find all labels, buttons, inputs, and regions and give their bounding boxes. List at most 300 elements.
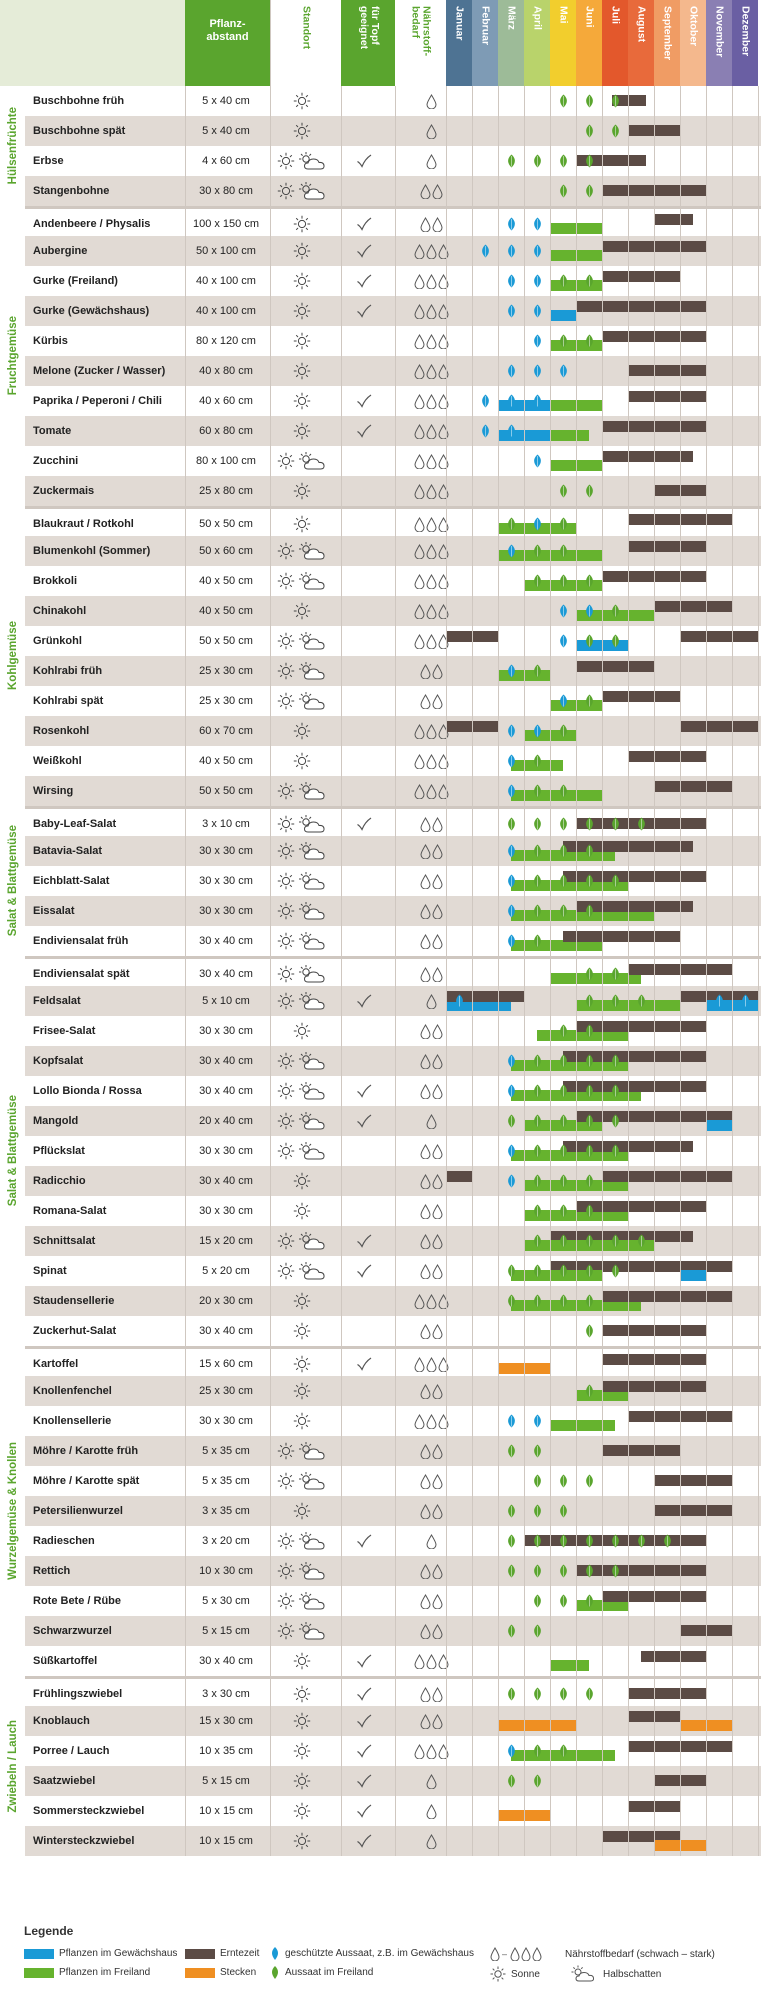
table-row (25, 1796, 761, 1826)
freiland-aussaat-icon (558, 904, 569, 918)
plant-topf (341, 416, 387, 446)
freiland-aussaat-icon (610, 1054, 621, 1068)
plant-naehrstoff (395, 566, 467, 596)
drop-icon (414, 334, 425, 349)
month-label: Februar (479, 6, 492, 46)
freiland-aussaat-icon (558, 94, 569, 108)
ernte-bar (602, 1591, 706, 1602)
drop-icon (432, 664, 443, 679)
plant-name: Möhre / Karotte spät (33, 1475, 140, 1487)
freiland-aussaat-icon (584, 1144, 595, 1158)
group-label-text: Salat & Blattgemüse (6, 825, 19, 937)
month-header-7 (602, 0, 628, 86)
freiland-aussaat-icon (558, 1474, 569, 1488)
table-row (25, 1736, 761, 1766)
half-shade-icon (298, 814, 328, 834)
plant-naehrstoff (395, 1496, 467, 1526)
freiland-aussaat-icon (584, 994, 595, 1008)
plant-naehrstoff (395, 1286, 467, 1316)
table-row (25, 1106, 761, 1136)
freiland-aussaat-icon (610, 1564, 621, 1578)
drop-icon (432, 1204, 443, 1219)
drop-icon (432, 217, 443, 232)
plant-name: Knollenfenchel (33, 1385, 112, 1397)
check-icon (356, 1534, 372, 1548)
plant-standort (271, 1136, 333, 1166)
geschuetzte-aussaat-icon (714, 994, 725, 1008)
table-row (25, 806, 761, 836)
freiland-bar (550, 460, 602, 471)
plant-abstand: 30 x 40 cm (199, 935, 253, 947)
plant-abstand: 40 x 50 cm (199, 605, 253, 617)
plant-naehrstoff (395, 1076, 467, 1106)
month-label: April (531, 6, 544, 30)
geschuetzte-aussaat-icon (506, 217, 517, 231)
plant-topf (341, 1586, 387, 1616)
plant-naehrstoff (395, 1349, 467, 1379)
plant-topf (341, 809, 387, 839)
plant-name: Knollensellerie (33, 1415, 112, 1427)
freiland-aussaat-icon (584, 1264, 595, 1278)
drop-icon (426, 334, 437, 349)
freiland-aussaat-icon (636, 1534, 647, 1548)
plant-topf (341, 1406, 387, 1436)
plant-standort (271, 836, 333, 866)
plant-standort (271, 716, 333, 746)
freiland-aussaat-icon (584, 1324, 595, 1338)
sun-icon (293, 1712, 311, 1730)
sun-icon (277, 1052, 295, 1070)
freiland-aussaat-icon (532, 574, 543, 588)
plant-name: Blumenkohl (Sommer) (33, 545, 151, 557)
plant-standort (271, 296, 333, 326)
sun-icon (293, 482, 311, 500)
table-row (25, 416, 761, 446)
plant-topf (341, 1046, 387, 1076)
plant-standort (271, 1706, 333, 1736)
plant-name: Erbse (33, 155, 64, 167)
table-row (25, 566, 761, 596)
freiland-aussaat-icon (532, 1564, 543, 1578)
half-shade-icon (298, 151, 328, 171)
ernte-bar (654, 601, 732, 612)
drop-icon (420, 1264, 431, 1279)
ernte-bar (602, 1291, 732, 1302)
plant-standort (271, 86, 333, 116)
plant-abstand: 10 x 15 cm (199, 1805, 253, 1817)
plant-standort (271, 1376, 333, 1406)
freiland-aussaat-icon (532, 904, 543, 918)
plant-standort (271, 926, 333, 956)
half-shade-icon (298, 991, 328, 1011)
half-shade-icon (298, 1231, 328, 1251)
freiland-aussaat-icon (558, 1084, 569, 1098)
group-label (0, 86, 25, 206)
freiland-aussaat-icon (532, 1534, 543, 1548)
freiland-aussaat-icon (532, 1294, 543, 1308)
table-row (25, 836, 761, 866)
freiland-aussaat-icon (584, 1534, 595, 1548)
plant-standort (271, 236, 333, 266)
plant-abstand: 30 x 40 cm (199, 1175, 253, 1187)
drop-icon (432, 967, 443, 982)
month-header-3 (498, 0, 524, 86)
plant-abstand: 60 x 70 cm (199, 725, 253, 737)
drop-icon (426, 394, 437, 409)
freiland-aussaat-icon (636, 1234, 647, 1248)
drop-icon (414, 724, 425, 739)
month-header-5 (550, 0, 576, 86)
freiland-aussaat-icon (532, 1264, 543, 1278)
plant-topf (341, 926, 387, 956)
plant-standort (271, 866, 333, 896)
drop-icon (420, 1384, 431, 1399)
ernte-bar (628, 1711, 680, 1722)
freiland-aussaat-icon (584, 484, 595, 498)
month-header-6 (576, 0, 602, 86)
drop-icon (426, 544, 437, 559)
plant-topf (341, 86, 387, 116)
plant-name: Weißkohl (33, 755, 82, 767)
table-row (25, 1136, 761, 1166)
geschuetzte-aussaat-icon (532, 274, 543, 288)
plant-topf (341, 1196, 387, 1226)
drop-icon (414, 304, 425, 319)
freiland-aussaat-icon (506, 154, 517, 168)
drop-icon (414, 1357, 425, 1372)
legend-swatch-green (24, 1968, 54, 1978)
legend-swatch-orange (185, 1968, 215, 1978)
freiland-aussaat-icon (506, 1687, 517, 1701)
plant-standort (271, 656, 333, 686)
drop-icon (426, 454, 437, 469)
half-shade-icon (298, 871, 328, 891)
sun-icon (293, 1802, 311, 1820)
plant-abstand: 40 x 100 cm (196, 305, 256, 317)
plant-topf (341, 1796, 387, 1826)
freiland-aussaat-icon (558, 274, 569, 288)
geschuetzte-aussaat-icon (558, 604, 569, 618)
plant-abstand: 3 x 10 cm (202, 818, 250, 830)
plant-abstand: 3 x 35 cm (202, 1505, 250, 1517)
drop-icon (438, 544, 449, 559)
sun-icon (277, 1562, 295, 1580)
plant-abstand: 10 x 15 cm (199, 1835, 253, 1847)
ernte-bar (654, 1775, 706, 1786)
plant-name: Eichblatt-Salat (33, 875, 110, 887)
plant-name: Schwarzwurzel (33, 1625, 112, 1637)
plant-topf (341, 1736, 387, 1766)
table-row (25, 1706, 761, 1736)
plant-topf (341, 116, 387, 146)
plant-standort (271, 1349, 333, 1379)
sun-icon (277, 902, 295, 920)
plant-naehrstoff (395, 1826, 467, 1856)
plant-standort (271, 209, 333, 239)
plant-name: Endiviensalat spät (33, 968, 130, 980)
freiland-aussaat-icon (506, 1624, 517, 1638)
geschuetzte-aussaat-icon (506, 724, 517, 738)
table-row (25, 986, 761, 1016)
plant-abstand: 100 x 150 cm (192, 218, 260, 230)
freiland-aussaat-icon (532, 874, 543, 888)
drop-icon (438, 1414, 449, 1429)
half-shade-icon (298, 571, 328, 591)
plant-standort (271, 1106, 333, 1136)
legend-sonne: Sonne (490, 1966, 540, 1982)
plant-abstand: 40 x 100 cm (196, 275, 256, 287)
plant-name: Spinat (33, 1265, 67, 1277)
plant-abstand: 30 x 80 cm (199, 185, 253, 197)
freiland-aussaat-icon (558, 334, 569, 348)
plant-standort (271, 1646, 333, 1676)
geschuetzte-aussaat-icon (506, 664, 517, 678)
plant-abstand: 30 x 30 cm (199, 1025, 253, 1037)
freiland-aussaat-icon (558, 1564, 569, 1578)
freiland-aussaat-icon (558, 154, 569, 168)
ernte-bar (628, 514, 732, 525)
group-label (0, 1676, 25, 1856)
plant-naehrstoff (395, 959, 467, 989)
table-row (25, 1316, 761, 1346)
freiland-aussaat-icon (610, 967, 621, 981)
sun-icon (293, 1832, 311, 1850)
table-row (25, 1286, 761, 1316)
plant-name: Baby-Leaf-Salat (33, 818, 117, 830)
legend-naehr: – Nährstoffbedarf (schwach – stark) (490, 1947, 715, 1961)
drop-icon (438, 754, 449, 769)
drop-icon (420, 1084, 431, 1099)
half-shade-icon (298, 541, 328, 561)
table-row (25, 506, 761, 536)
table-row (25, 866, 761, 896)
freiland-aussaat-icon (584, 1687, 595, 1701)
plant-standort (271, 1556, 333, 1586)
plant-standort (271, 1616, 333, 1646)
sun-icon (277, 1112, 295, 1130)
sun-icon (277, 965, 295, 983)
plant-naehrstoff (395, 146, 467, 176)
sun-icon (277, 542, 295, 560)
plant-topf (341, 1556, 387, 1586)
check-icon (356, 274, 372, 288)
plant-naehrstoff (395, 236, 467, 266)
drop-icon (414, 1654, 425, 1669)
group-label-text: Kohlgemüse (6, 621, 19, 691)
month-label: September (661, 6, 674, 61)
plant-topf (341, 1286, 387, 1316)
half-shade-icon (298, 631, 328, 651)
ernte-bar (563, 931, 680, 942)
plant-topf (341, 296, 387, 326)
plant-name: Endiviensalat früh (33, 935, 129, 947)
freiland-aussaat-icon (532, 1744, 543, 1758)
stecken-bar (654, 1840, 706, 1851)
plant-topf (341, 356, 387, 386)
ernte-bar (576, 1565, 706, 1576)
plant-standort (271, 1316, 333, 1346)
plant-topf (341, 1766, 387, 1796)
drop-icon (426, 1834, 437, 1849)
check-icon (356, 304, 372, 318)
plant-topf (341, 176, 387, 206)
legend (0, 1910, 761, 2000)
plant-abstand: 10 x 35 cm (199, 1745, 253, 1757)
sun-icon (293, 1322, 311, 1340)
plant-standort (271, 386, 333, 416)
freiland-aussaat-icon (558, 484, 569, 498)
geschuetzte-aussaat-icon (506, 934, 517, 948)
freiland-aussaat-icon (584, 94, 595, 108)
plant-naehrstoff (395, 509, 467, 539)
freiland-aussaat-icon (506, 1444, 517, 1458)
freiland-aussaat-icon (636, 817, 647, 831)
half-shade-icon (298, 1141, 328, 1161)
plant-abstand: 80 x 120 cm (196, 335, 256, 347)
table-row (25, 1826, 761, 1856)
drop-icon (438, 604, 449, 619)
freiland-aussaat-icon (584, 1594, 595, 1608)
drop-icon (432, 904, 443, 919)
geschuetzte-aussaat-icon (558, 364, 569, 378)
plant-name: Porree / Lauch (33, 1745, 110, 1757)
freiland-aussaat-icon (532, 1444, 543, 1458)
drop-icon (420, 1174, 431, 1189)
group-label-text: Zwiebeln / Lauch (6, 1719, 19, 1813)
table-row (25, 1466, 761, 1496)
drop-icon (420, 694, 431, 709)
freiland-aussaat-icon (584, 1204, 595, 1218)
ernte-bar (602, 1445, 680, 1456)
plant-abstand: 3 x 30 cm (202, 1688, 250, 1700)
drop-icon (420, 1054, 431, 1069)
group-label (0, 806, 25, 956)
ernte-bar (576, 1021, 706, 1032)
check-icon (356, 1834, 372, 1848)
plant-naehrstoff (395, 536, 467, 566)
freiland-aussaat-icon (532, 1504, 543, 1518)
sun-icon (293, 1292, 311, 1310)
plant-standort (271, 1466, 333, 1496)
ernte-bar (628, 751, 706, 762)
geschuetzte-aussaat-icon (506, 304, 517, 318)
sun-icon (293, 1412, 311, 1430)
geschuetzte-aussaat-icon (506, 424, 517, 438)
freiland-aussaat-icon (532, 1474, 543, 1488)
geschuetzte-aussaat-icon (532, 1414, 543, 1428)
freiland-bar (550, 1660, 589, 1671)
freiland-aussaat-icon (662, 1534, 673, 1548)
plant-abstand: 30 x 40 cm (199, 1655, 253, 1667)
plant-standort (271, 1016, 333, 1046)
freiland-aussaat-icon (584, 574, 595, 588)
ernte-bar (602, 271, 680, 282)
plant-standort (271, 356, 333, 386)
plant-topf (341, 446, 387, 476)
plant-abstand: 50 x 50 cm (199, 518, 253, 530)
freiland-aussaat-icon (506, 1504, 517, 1518)
sun-icon (293, 272, 311, 290)
plant-naehrstoff (395, 209, 467, 239)
sun-icon (293, 1502, 311, 1520)
half-shade-icon (298, 901, 328, 921)
drop-icon (426, 724, 437, 739)
freiland-aussaat-icon (532, 1774, 543, 1788)
plant-topf (341, 1376, 387, 1406)
month-label: Oktober (687, 6, 700, 47)
freiland-aussaat-icon (532, 1054, 543, 1068)
sun-icon (293, 1772, 311, 1790)
freiland-aussaat-icon (558, 874, 569, 888)
freiland-aussaat-icon (532, 934, 543, 948)
freiland-aussaat-icon (558, 784, 569, 798)
ernte-bar (654, 485, 706, 496)
freiland-aussaat-icon (610, 817, 621, 831)
plant-standort (271, 686, 333, 716)
check-icon (356, 154, 372, 168)
plant-standort (271, 1496, 333, 1526)
plant-abstand: 40 x 50 cm (199, 755, 253, 767)
drop-icon (426, 1294, 437, 1309)
plant-standort (271, 1256, 333, 1286)
geschuetzte-aussaat-icon (506, 1744, 517, 1758)
plant-abstand: 3 x 20 cm (202, 1535, 250, 1547)
plant-naehrstoff (395, 809, 467, 839)
ernte-bar (576, 661, 654, 672)
plant-naehrstoff (395, 1679, 467, 1709)
plant-standort (271, 446, 333, 476)
plant-topf (341, 1016, 387, 1046)
plant-naehrstoff (395, 1436, 467, 1466)
drop-icon (414, 1414, 425, 1429)
half-shade-icon (298, 1261, 328, 1281)
plant-abstand: 60 x 80 cm (199, 425, 253, 437)
ernte-bar (602, 691, 680, 702)
freiland-bar (550, 223, 602, 234)
drop-icon (420, 1687, 431, 1702)
plant-topf (341, 326, 387, 356)
freiland-aussaat-icon (610, 1114, 621, 1128)
half-shade-icon (298, 1561, 328, 1581)
ernte-bar (602, 1354, 706, 1365)
plant-topf (341, 1076, 387, 1106)
freiland-aussaat-icon (532, 1114, 543, 1128)
check-icon (356, 817, 372, 831)
drop-icon (438, 394, 449, 409)
table-row (25, 716, 761, 746)
freiland-aussaat-icon (558, 1024, 569, 1038)
month-label: Januar (453, 6, 466, 41)
drop-icon (432, 1174, 443, 1189)
plant-standort (271, 1436, 333, 1466)
half-shade-icon (298, 661, 328, 681)
freiland-aussaat-icon (584, 1474, 595, 1488)
drop-icon (426, 517, 437, 532)
freiland-aussaat-icon (506, 517, 517, 531)
month-header-12 (732, 0, 758, 86)
month-header-11 (706, 0, 732, 86)
drop-icon (420, 904, 431, 919)
check-icon (356, 1744, 372, 1758)
group-label-text: Salat & Blattgemüse (6, 1095, 19, 1207)
drop-icon (420, 967, 431, 982)
geschuetzte-aussaat-icon (584, 604, 595, 618)
table-row (25, 206, 761, 236)
freiland-aussaat-icon (584, 1294, 595, 1308)
plant-topf (341, 509, 387, 539)
freiland-aussaat-icon (584, 184, 595, 198)
plant-name: Kürbis (33, 335, 68, 347)
